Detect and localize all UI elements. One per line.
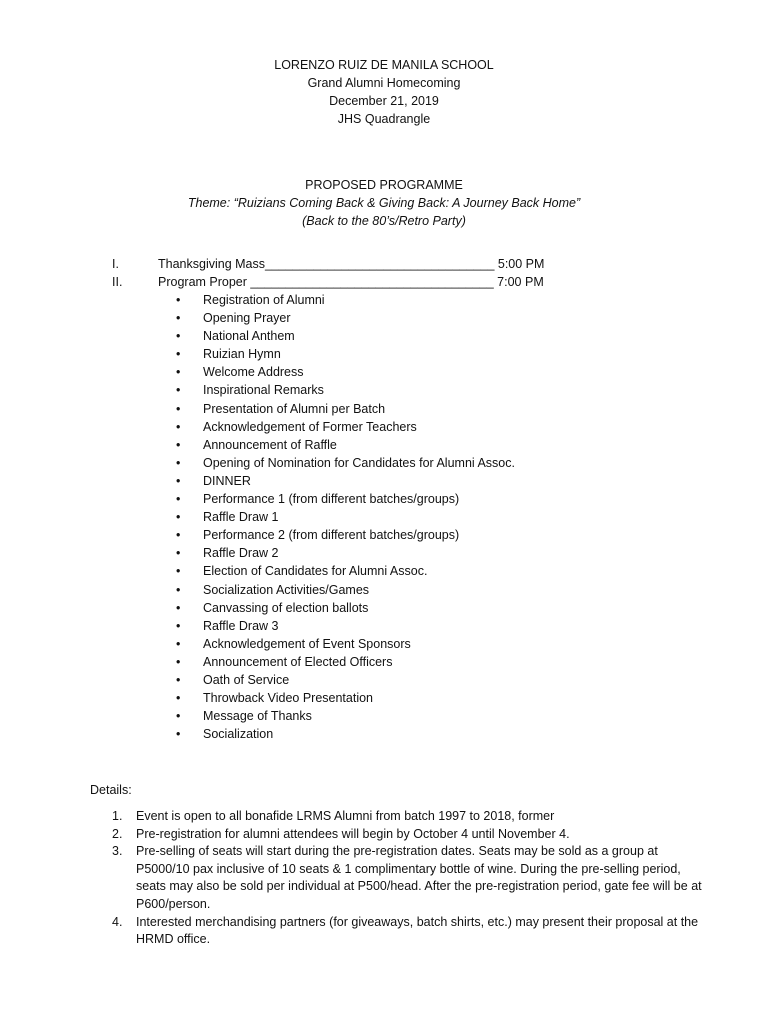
- bullet-icon: •: [176, 672, 181, 687]
- program-list-item: [176, 345, 676, 363]
- item-number: I.: [112, 257, 119, 271]
- event-name: Grand Alumni Homecoming: [307, 76, 461, 90]
- details-item: [112, 826, 712, 844]
- bullet-icon: •: [176, 691, 181, 706]
- program-list-item-text: Oath of Service: [203, 672, 290, 687]
- program-list-item-text: Throwback Video Presentation: [203, 691, 374, 706]
- program-list-item-text: Presentation of Alumni per Batch: [203, 401, 386, 416]
- bullet-icon: •: [176, 546, 181, 561]
- program-list-item: [176, 599, 676, 617]
- program-list-item: [176, 291, 676, 309]
- item-text: Thanksgiving Mass_________________________________ 5:00 PM: [158, 257, 545, 271]
- bullet-icon: •: [176, 419, 181, 434]
- details-text: Pre-selling of seats will start during the pre-registration dates. Seats may be sold as a group at P5000/10 pax inclusive of 10 seats & 1 complimentary bottle of wine. During the pre-selling period, seats may also be sold per individual at P500/head. After the pre-registration period, gate fee will be at P600/person.: [136, 844, 702, 911]
- program-proper-list: [176, 291, 676, 743]
- program-list-item: [176, 309, 676, 327]
- program-list-item: [176, 490, 676, 508]
- details-list: [112, 808, 712, 949]
- item-text: Program Proper ___________________________________ 7:00 PM: [158, 275, 544, 289]
- programme-item: [112, 255, 672, 273]
- program-list-item-text: National Anthem: [203, 329, 295, 344]
- bullet-icon: •: [176, 618, 181, 633]
- details-number: 3.: [112, 844, 123, 859]
- program-list-item: [176, 508, 676, 526]
- bullet-icon: •: [176, 311, 181, 326]
- event-venue: JHS Quadrangle: [337, 112, 431, 126]
- program-list-item-text: Raffle Draw 1: [203, 510, 279, 525]
- program-list-item-text: Acknowledgement of Event Sponsors: [203, 636, 411, 651]
- program-list-item-text: Performance 2 (from different batches/groups): [203, 528, 460, 543]
- program-list-item-text: Message of Thanks: [203, 709, 312, 724]
- bullet-icon: •: [176, 636, 181, 651]
- program-list-item-text: Performance 1 (from different batches/groups): [203, 492, 460, 507]
- details-number: 2.: [112, 826, 123, 841]
- programme-theme: Theme: “Ruizians Coming Back & Giving Back: A Journey Back Home”: [187, 196, 581, 210]
- programme-subtheme: (Back to the 80’s/Retro Party): [302, 214, 466, 228]
- bullet-icon: •: [176, 473, 181, 488]
- program-list-item-text: Inspirational Remarks: [203, 383, 324, 398]
- bullet-icon: •: [176, 437, 181, 452]
- bullet-icon: •: [176, 401, 181, 416]
- bullet-icon: •: [176, 510, 181, 525]
- program-list-item-text: Announcement of Raffle: [203, 437, 337, 452]
- program-list-item-text: Announcement of Elected Officers: [203, 654, 393, 669]
- program-list-item-text: Opening of Nomination for Candidates for Alumni Assoc.: [203, 455, 515, 470]
- program-list-item-text: Socialization: [203, 727, 274, 742]
- program-list-item: [176, 653, 676, 671]
- bullet-icon: •: [176, 293, 181, 307]
- program-list-item: [176, 544, 676, 562]
- program-list-item-text: Raffle Draw 2: [203, 546, 279, 561]
- program-list-item: [176, 581, 676, 599]
- bullet-icon: •: [176, 383, 181, 398]
- bullet-icon: •: [176, 727, 181, 742]
- bullet-icon: •: [176, 600, 181, 615]
- program-list-item-text: Raffle Draw 3: [203, 618, 279, 633]
- details-item: [112, 843, 712, 913]
- program-list-item-text: Socialization Activities/Games: [203, 582, 370, 597]
- program-list-item: [176, 707, 676, 725]
- bullet-icon: •: [176, 329, 181, 344]
- program-list-item-text: Registration of Alumni: [203, 293, 325, 307]
- program-list-item-text: Ruizian Hymn: [203, 347, 281, 362]
- program-list-item: [176, 617, 676, 635]
- program-list-item: [176, 472, 676, 490]
- program-list-item: [176, 327, 676, 345]
- bullet-icon: •: [176, 528, 181, 543]
- details-text: Interested merchandising partners (for giveaways, batch shirts, etc.) may present their proposal at the HRMD office.: [136, 914, 699, 947]
- bullet-icon: •: [176, 564, 181, 579]
- program-list-item: [176, 689, 676, 707]
- programme-heading: [0, 176, 768, 230]
- program-list-item-text: DINNER: [203, 473, 251, 488]
- program-list-item: [176, 436, 676, 454]
- program-list-item-text: Opening Prayer: [203, 311, 291, 326]
- bullet-icon: •: [176, 455, 181, 470]
- program-list-item-text: Canvassing of election ballots: [203, 600, 369, 615]
- program-list-item: [176, 635, 676, 653]
- program-list-item-text: Election of Candidates for Alumni Assoc.: [203, 564, 428, 579]
- program-list-item: [176, 671, 676, 689]
- details-number: 1.: [112, 809, 123, 823]
- program-list-item-text: Acknowledgement of Former Teachers: [203, 419, 417, 434]
- bullet-icon: •: [176, 582, 181, 597]
- programme-item: [112, 273, 672, 291]
- program-list-item: [176, 454, 676, 472]
- programme-title: PROPOSED PROGRAMME: [305, 178, 463, 192]
- bullet-icon: •: [176, 347, 181, 362]
- document-header: [0, 56, 768, 128]
- details-title: Details:: [90, 783, 132, 797]
- school-name: LORENZO RUIZ DE MANILA SCHOOL: [274, 58, 494, 72]
- event-date: December 21, 2019: [329, 94, 439, 108]
- program-list-item: [176, 526, 676, 544]
- bullet-icon: •: [176, 654, 181, 669]
- program-list-item: [176, 725, 676, 743]
- bullet-icon: •: [176, 492, 181, 507]
- program-list-item: [176, 562, 676, 580]
- item-number: II.: [112, 275, 123, 289]
- bullet-icon: •: [176, 365, 181, 380]
- program-list-item: [176, 400, 676, 418]
- details-number: 4.: [112, 914, 123, 929]
- program-list-item: [176, 381, 676, 399]
- details-text: Pre-registration for alumni attendees will begin by October 4 until November 4.: [136, 826, 570, 841]
- details-item: [112, 808, 712, 826]
- programme-items: [112, 255, 672, 291]
- program-list-item: [176, 363, 676, 381]
- details-text: Event is open to all bonafide LRMS Alumni from batch 1997 to 2018, former: [136, 809, 555, 823]
- program-list-item-text: Welcome Address: [203, 365, 304, 380]
- bullet-icon: •: [176, 709, 181, 724]
- program-list-item: [176, 418, 676, 436]
- details-item: [112, 914, 712, 949]
